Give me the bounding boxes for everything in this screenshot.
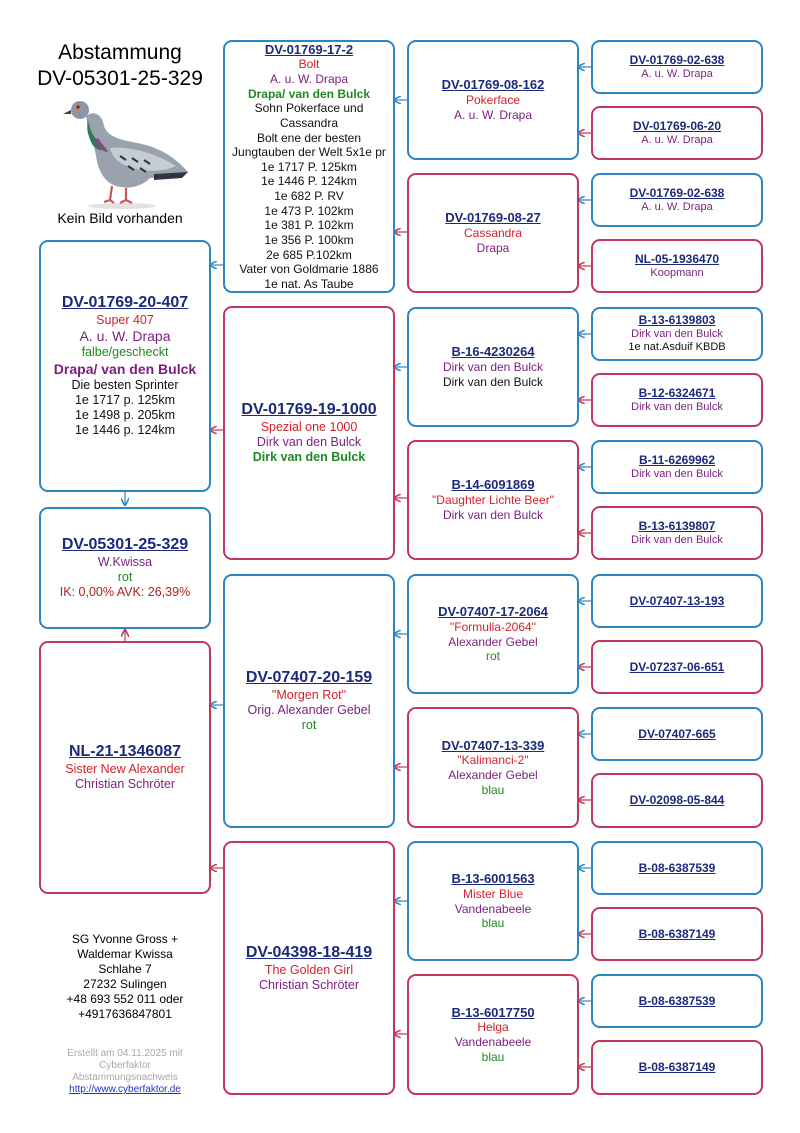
ring-number[interactable]: B-14-6091869	[451, 477, 535, 493]
ring-number[interactable]: B-08-6387539	[638, 860, 716, 875]
ancestor-mmf-box[interactable]	[407, 841, 579, 961]
ancestor-g4-14-box[interactable]	[591, 907, 763, 961]
pedigree-line: rot	[301, 718, 317, 733]
pedigree-line: A. u. W. Drapa	[641, 200, 713, 213]
subject-box[interactable]	[39, 507, 211, 629]
pedigree-line: A. u. W. Drapa	[79, 328, 171, 345]
pedigree-line: "Daughter Lichte Beer"	[432, 493, 554, 508]
owner-line: SG Yvonne Gross +	[71, 932, 179, 946]
ancestor-g4-12-box[interactable]	[591, 773, 763, 828]
pedigree-line: A. u. W. Drapa	[641, 133, 713, 146]
ancestor-g4-3-box[interactable]	[591, 173, 763, 227]
ring-number[interactable]: DV-07407-13-193	[629, 593, 725, 608]
ancestor-g4-9-box[interactable]	[591, 574, 763, 628]
ring-number[interactable]: DV-07407-665	[638, 726, 716, 741]
pigeon-image	[50, 86, 190, 210]
pedigree-line: blau	[481, 782, 505, 797]
ancestor-g4-2-box[interactable]	[591, 106, 763, 160]
ancestor-g4-10-box[interactable]	[591, 640, 763, 694]
no-image-caption: Kein Bild vorhanden	[57, 210, 183, 226]
ring-number[interactable]: DV-04398-18-419	[245, 943, 373, 961]
footer	[30, 1048, 220, 1096]
paternal-grandmother-box[interactable]	[223, 306, 395, 560]
ancestor-g4-15-box[interactable]	[591, 974, 763, 1028]
ring-number[interactable]: DV-07407-13-339	[441, 737, 545, 753]
maternal-grandmother-box[interactable]	[223, 841, 395, 1095]
ring-number[interactable]: DV-01769-08-162	[441, 77, 545, 93]
pedigree-line: Dirk van den Bulck	[631, 327, 723, 340]
pedigree-line: Vandenabeele	[454, 1035, 532, 1050]
pedigree-line: Alexander Gebel	[448, 768, 538, 783]
pedigree-line: Sister New Alexander	[65, 762, 185, 776]
ring-number[interactable]: B-08-6387149	[638, 1060, 716, 1075]
ring-number[interactable]: DV-01769-06-20	[632, 118, 722, 133]
pedigree-line: Spezial one 1000	[260, 419, 358, 434]
pedigree-line: falbe/gescheckt	[81, 345, 169, 360]
page-title	[20, 40, 220, 93]
pedigree-line: Dirk van den Bulck	[631, 467, 723, 480]
ancestor-g4-13-box[interactable]	[591, 841, 763, 895]
ancestor-g4-7-box[interactable]	[591, 440, 763, 494]
pedigree-line: A. u. W. Drapa	[641, 67, 713, 80]
ancestor-mfm-box[interactable]	[407, 707, 579, 828]
pedigree-line: 2e 685 P.102km	[266, 247, 352, 262]
pedigree-line: Christian Schröter	[258, 977, 360, 992]
pedigree-line: Sohn Pokerface und	[254, 101, 364, 116]
pedigree-line: 1e nat. As Taube	[264, 276, 354, 291]
footer-link[interactable]: http://www.cyberfaktor.de	[69, 1084, 181, 1095]
ancestor-fff-box[interactable]	[407, 40, 579, 160]
pedigree-line: Cassandra	[279, 115, 339, 130]
pedigree-line: "Morgen Rot"	[271, 687, 347, 702]
ring-number[interactable]: DV-07407-20-159	[245, 669, 373, 687]
pedigree-line: Dirk van den Bulck	[442, 374, 544, 389]
pedigree-line: blau	[481, 916, 505, 931]
ring-number[interactable]: B-12-6324671	[638, 385, 716, 400]
ancestor-g4-8-box[interactable]	[591, 506, 763, 560]
maternal-grandfather-box[interactable]	[223, 574, 395, 828]
ring-number[interactable]: B-08-6387149	[638, 926, 716, 941]
ring-number[interactable]: B-16-4230264	[451, 344, 535, 360]
pedigree-line: Bolt ene der besten	[256, 130, 362, 145]
mother-box[interactable]	[39, 641, 211, 894]
owner-line: Waldemar Kwissa	[77, 947, 173, 961]
ancestor-g4-4-box[interactable]	[591, 239, 763, 293]
ring-number[interactable]: DV-07237-06-651	[629, 659, 725, 674]
paternal-grandfather-box[interactable]	[223, 40, 395, 293]
ancestor-g4-1-box[interactable]	[591, 40, 763, 94]
pedigree-line: Die besten Sprinter	[71, 377, 179, 392]
pedigree-line: "Formulla-2064"	[450, 619, 536, 634]
pedigree-line: rot	[485, 649, 500, 664]
pedigree-line: Pokerface	[465, 93, 521, 108]
pedigree-line: 1e 1498 p. 205km	[74, 408, 176, 423]
ancestor-mmm-box[interactable]	[407, 974, 579, 1095]
pedigree-line: The Golden Girl	[264, 962, 354, 977]
pedigree-line: Vandenabeele	[454, 901, 532, 916]
pedigree-line: Drapa/ van den Bulck	[53, 360, 197, 377]
title-text: Abstammung	[58, 41, 182, 64]
pedigree-line: blau	[481, 1049, 505, 1064]
ancestor-g4-16-box[interactable]	[591, 1040, 763, 1095]
ancestor-fmm-box[interactable]	[407, 440, 579, 560]
pedigree-line: Mister Blue	[462, 886, 524, 901]
pedigree-line: 1e 1717 p. 125km	[74, 392, 176, 407]
ancestor-g4-5-box[interactable]	[591, 307, 763, 361]
ring-number[interactable]: DV-01769-17-2	[264, 41, 354, 57]
ring-number[interactable]: DV-02098-05-844	[629, 793, 725, 808]
ring-number[interactable]: DV-01769-08-27	[445, 210, 541, 226]
pedigree-line: rot	[117, 570, 133, 585]
owner-line: +4917636847801	[78, 1007, 172, 1021]
owner-address	[30, 932, 220, 1022]
ring-number[interactable]: B-11-6269962	[638, 452, 716, 467]
pedigree-line: A. u. W. Drapa	[453, 107, 533, 122]
ancestor-fmf-box[interactable]	[407, 307, 579, 427]
ring-number[interactable]: DV-01769-19-1000	[241, 401, 377, 419]
pedigree-line: 1e 1717 P. 125km	[261, 159, 357, 174]
pedigree-line: Christian Schröter	[74, 777, 176, 792]
pedigree-line: Dirk van den Bulck	[252, 450, 366, 465]
pedigree-line: A. u. W. Drapa	[269, 72, 349, 87]
ancestor-ffm-box[interactable]	[407, 173, 579, 293]
ancestor-mff-box[interactable]	[407, 574, 579, 694]
owner-line: 27232 Sulingen	[83, 977, 167, 991]
footer-created: Erstellt am 04.11.2025 mit	[67, 1048, 183, 1059]
ring-number[interactable]: DV-01769-20-407	[61, 294, 189, 312]
ring-number[interactable]: DV-01769-02-638	[629, 185, 725, 200]
pedigree-line: Bolt	[298, 57, 320, 72]
ring-number[interactable]: B-13-6139807	[638, 518, 716, 533]
owner-line: +48 693 552 011 oder	[66, 992, 184, 1006]
pedigree-line: 1e nat.Asduif KBDB	[628, 341, 726, 354]
pedigree-line: IK: 0,00% AVK: 26,39%	[59, 585, 191, 600]
pedigree-line: W.Kwissa	[97, 554, 153, 569]
footer-software: Cyberfaktor	[99, 1060, 151, 1071]
pedigree-line: Dirk van den Bulck	[631, 400, 723, 413]
ring-number[interactable]: B-13-6139803	[638, 313, 716, 328]
father-box[interactable]	[39, 240, 211, 492]
pedigree-line: Alexander Gebel	[448, 634, 538, 649]
pedigree-line: Dirk van den Bulck	[442, 360, 544, 375]
pedigree-line: 1e 682 P. RV	[274, 189, 344, 204]
ring-number[interactable]: DV-07407-17-2064	[438, 604, 548, 620]
pedigree-line: 1e 356 P. 100km	[264, 232, 354, 247]
pedigree-line: 1e 381 P. 102km	[264, 218, 354, 233]
ring-number[interactable]: DV-05301-25-329	[61, 536, 189, 554]
pedigree-line: Jungtauben der Welt 5x1e pr	[232, 145, 386, 160]
title-ring: DV-05301-25-329	[37, 67, 203, 91]
pedigree-line: Super 407	[96, 312, 154, 327]
ring-number[interactable]: B-08-6387539	[638, 993, 716, 1008]
pedigree-line: Drapa	[476, 240, 510, 255]
owner-line: Schlahe 7	[98, 962, 152, 976]
pedigree-line: Vater von Goldmarie 1886	[239, 262, 379, 277]
pedigree-line: Drapa/ van den Bulck	[247, 86, 371, 101]
ring-number[interactable]: B-13-6001563	[451, 871, 535, 887]
ring-number[interactable]: DV-01769-02-638	[629, 52, 725, 67]
pedigree-line: Cassandra	[463, 226, 523, 241]
pedigree-line: 1e 1446 P. 124km	[261, 174, 357, 189]
pedigree-line: 1e 1446 p. 124km	[74, 423, 176, 438]
footer-doc: Abstammungsnachweis	[72, 1072, 178, 1083]
pedigree-line: Koopmann	[650, 266, 704, 279]
ring-number[interactable]: B-13-6017750	[451, 1004, 535, 1020]
pedigree-line: Dirk van den Bulck	[442, 507, 544, 522]
pedigree-line: "Kalimanci-2"	[457, 753, 529, 768]
pedigree-line: Dirk van den Bulck	[256, 435, 362, 450]
ancestor-g4-11-box[interactable]	[591, 707, 763, 761]
pedigree-line: Helga	[477, 1020, 509, 1035]
pedigree-line: Orig. Alexander Gebel	[247, 703, 371, 718]
pedigree-line: Dirk van den Bulck	[631, 533, 723, 546]
ring-number[interactable]: NL-21-1346087	[68, 743, 182, 761]
ancestor-g4-6-box[interactable]	[591, 373, 763, 427]
ring-number[interactable]: NL-05-1936470	[634, 251, 720, 266]
pedigree-line: 1e 473 P. 102km	[264, 203, 354, 218]
